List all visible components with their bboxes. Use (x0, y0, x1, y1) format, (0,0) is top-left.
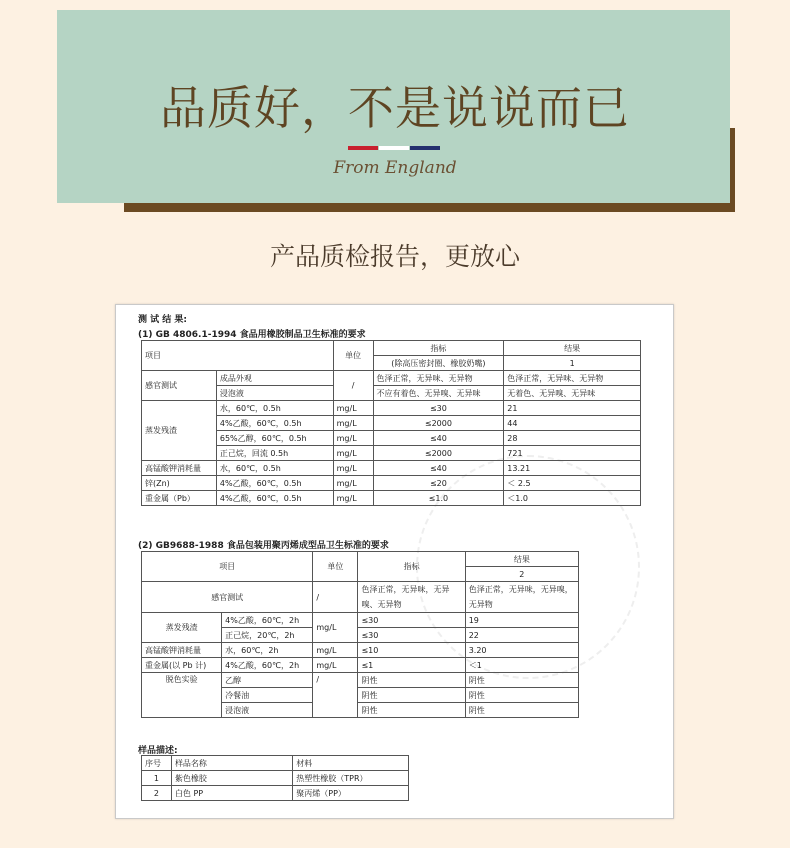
t2-h-unit: 单位 (313, 552, 358, 582)
table-row: 65%乙醇，60℃，0.5h mg/L ≤40 28 (142, 431, 641, 446)
table1 (141, 340, 641, 506)
banner-title: 品质好，不是说说而已 (160, 81, 630, 135)
table-row: 感官测试 / 色泽正常，无异味，无异嗅、无异物 色泽正常，无异味，无异嗅，无异物 (142, 582, 579, 613)
table-row: 正己烷，回流 0.5h mg/L ≤2000 721 (142, 446, 641, 461)
samples-h-material: 材料 (293, 756, 409, 771)
table-row: 高锰酸钾消耗量 水，60℃，0.5h mg/L ≤40 13.21 (142, 461, 641, 476)
table-row: 锌(Zn) 4%乙酸，60℃，0.5h mg/L ≤20 ＜ 2.5 (142, 476, 641, 491)
t1-h-item: 项目 (142, 341, 334, 371)
table-row: 高锰酸钾消耗量 水，60℃，2h mg/L ≤10 3.20 (142, 643, 579, 658)
table-row: 正己烷，20℃，2h ≤30 22 (142, 628, 579, 643)
table-row: 2 白色 PP 聚丙烯（PP） (142, 786, 409, 801)
table-row: 1 紫色橡胶 热塑性橡胶（TPR） (142, 771, 409, 786)
table-row: 重金属（Pb） 4%乙酸，60℃，0.5h mg/L ≤1.0 ＜1.0 (142, 491, 641, 506)
t2-h-index: 指标 (358, 552, 465, 582)
flag-red-stripe (348, 146, 378, 150)
section-subtitle: 产品质检报告，更放心 (269, 242, 520, 271)
table2-title: (2) GB9688-1988 食品包装用聚丙烯成型品卫生标准的要求 (138, 541, 389, 551)
t1-h-result-no: 1 (504, 356, 641, 371)
table-row: 蒸发残渣 水，60℃，0.5h mg/L ≤30 21 (142, 401, 641, 416)
table-row: 浸泡液 阴性 阴性 (142, 703, 579, 718)
table-row: 蒸发残渣 4%乙酸，60℃，2h mg/L ≤30 19 (142, 613, 579, 628)
flag-blue-stripe (410, 146, 440, 150)
table-row: 脱色实验 乙醇 / 阴性 阴性 (142, 673, 579, 688)
from-england-script: From England (333, 158, 457, 178)
t2-h-item: 项目 (142, 552, 313, 582)
t2-h-result: 结果 (465, 552, 578, 567)
table-row: 浸泡液 不应有着色、无异嗅、无异味 无着色、无异嗅、无异味 (142, 386, 641, 401)
table1-title: (1) GB 4806.1-1994 食品用橡胶制品卫生标准的要求 (138, 330, 366, 340)
samples-table (141, 755, 409, 801)
table-row: 重金属(以 Pb 计) 4%乙酸，60℃，2h mg/L ≤1 ＜1 (142, 658, 579, 673)
table-row: 感官测试 成品外观 / 色泽正常，无异味、无异物 色泽正常，无异味、无异物 (142, 371, 641, 386)
t1-h-result: 结果 (504, 341, 641, 356)
table2 (141, 551, 579, 718)
report-heading: 测 试 结 果: (138, 315, 187, 325)
samples-h-no: 序号 (142, 756, 172, 771)
samples-title: 样品描述: (138, 746, 178, 756)
t1-h-index-note: (除高压密封圈、橡胶奶嘴) (373, 356, 504, 371)
samples-h-name: 样品名称 (171, 756, 292, 771)
t2-h-result-no: 2 (465, 567, 578, 582)
test-report (115, 304, 674, 819)
flag-white-stripe (379, 146, 409, 150)
table-row: 冷餐油 阴性 阴性 (142, 688, 579, 703)
table-row: 4%乙酸，60℃，0.5h mg/L ≤2000 44 (142, 416, 641, 431)
t1-h-index: 指标 (373, 341, 504, 356)
t1-h-unit: 单位 (333, 341, 373, 371)
